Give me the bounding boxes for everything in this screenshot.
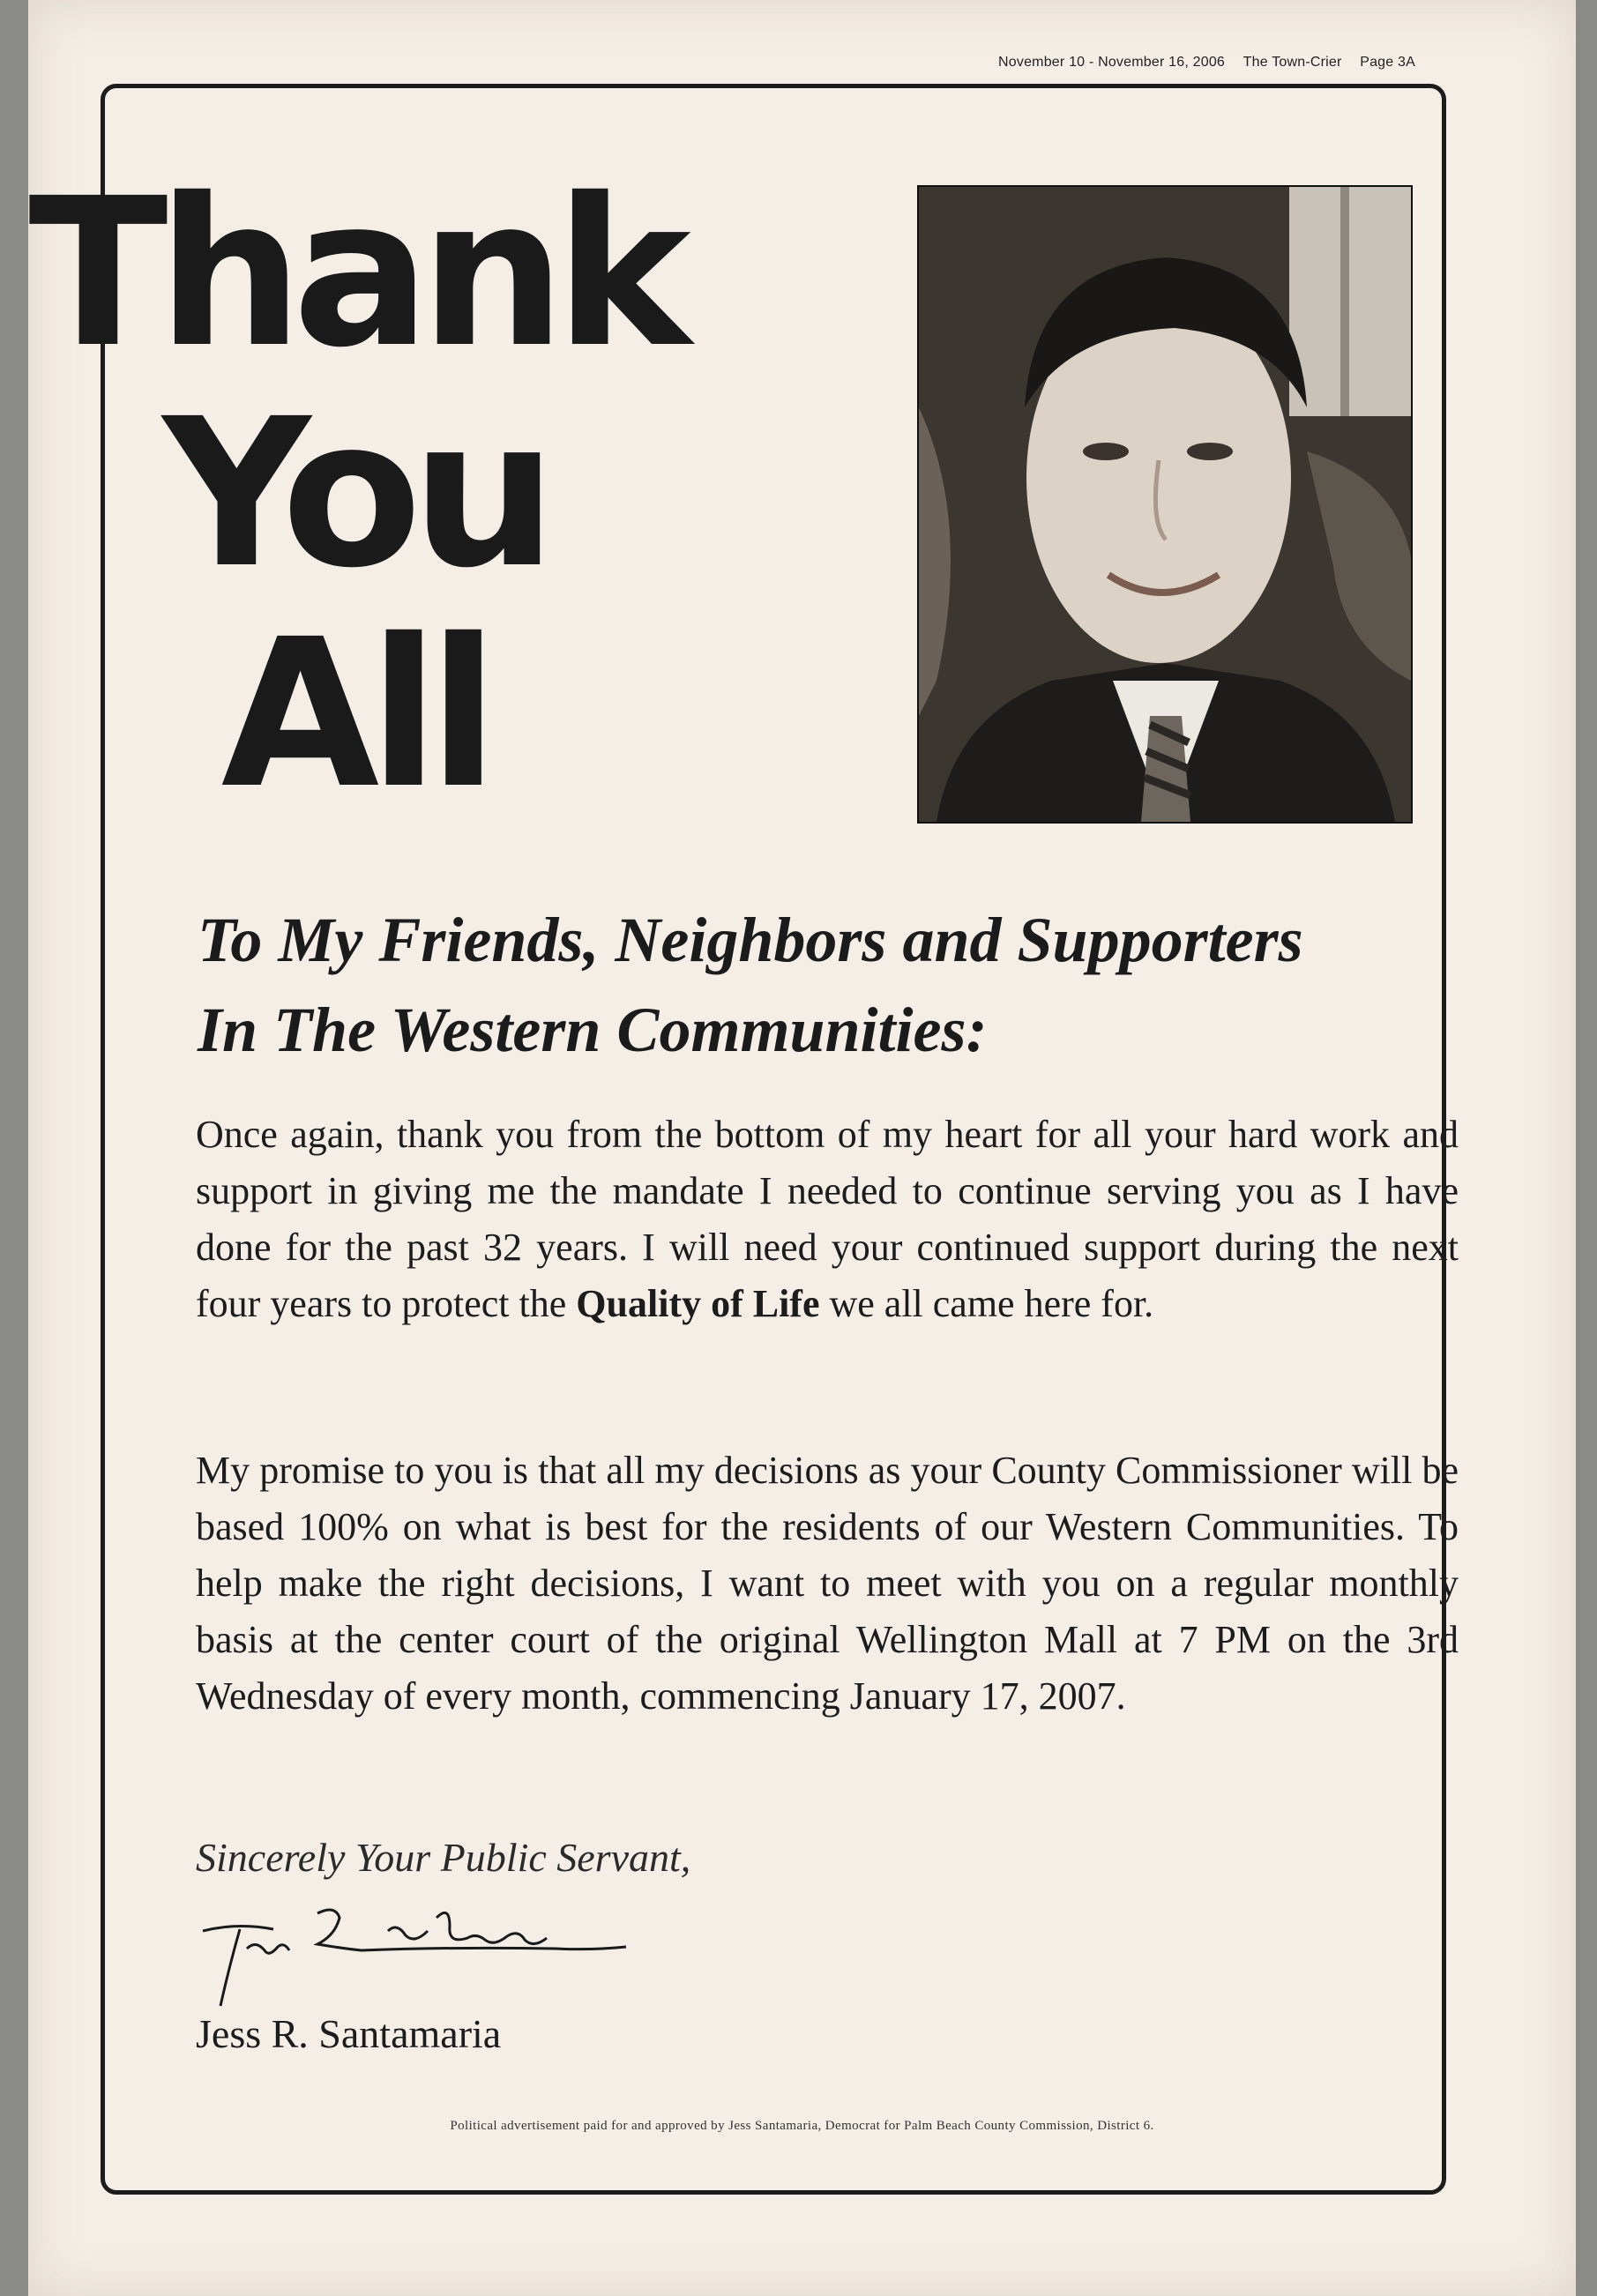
headline-line-2: You [162, 375, 547, 613]
publication-name: The Town-Crier [1243, 55, 1342, 70]
salutation-line-2: In The Western Communities: [198, 995, 988, 1065]
body-paragraph-2: My promise to you is that all my decisions as your County Commissioner will be based 100% on what is best for the residents of our Western Communities. To help make the right decisions, I want to meet with you on a regular monthly basis at the center court of the original Wellington Mall at 7 PM on the 3rd Wednesday of every month, commencing January 17, 2007. [196, 1449, 1459, 1718]
page-header [984, 55, 1415, 71]
body-paragraph-1 [196, 1107, 1459, 1332]
closing-line: Sincerely Your Public Servant, [196, 1835, 691, 1880]
newspaper-page [28, 0, 1576, 2296]
signer-name: Jess R. Santamaria [196, 2011, 502, 2056]
political-disclaimer: Political advertisement paid for and approved by Jess Santamaria, Democrat for Palm Beach County Commission, District 6. [450, 2119, 1154, 2133]
headline-line-1: Thank [28, 154, 681, 392]
headline-line-3: All [220, 595, 489, 833]
salutation-heading [198, 895, 1450, 1075]
salutation-line-1: To My Friends, Neighbors and Supporters [198, 905, 1303, 975]
quality-of-life-emphasis: Quality of Life [576, 1282, 820, 1325]
page-number: Page 3A [1360, 55, 1415, 70]
portrait-photo [917, 185, 1413, 824]
p1-text-end: we all came here for. [819, 1282, 1154, 1325]
portrait-illustration [919, 187, 1411, 822]
p1-text-start: Once again, thank you from the bottom of my heart for all your hard work and support in giving me the mandate I needed to continue serving you as I have done for the past 32 years. I will need your continued support during the next four years to protect the [196, 1113, 1459, 1325]
issue-dates: November 10 - November 16, 2006 [998, 55, 1226, 70]
headline [28, 154, 681, 833]
handwritten-signature [185, 1896, 644, 2010]
